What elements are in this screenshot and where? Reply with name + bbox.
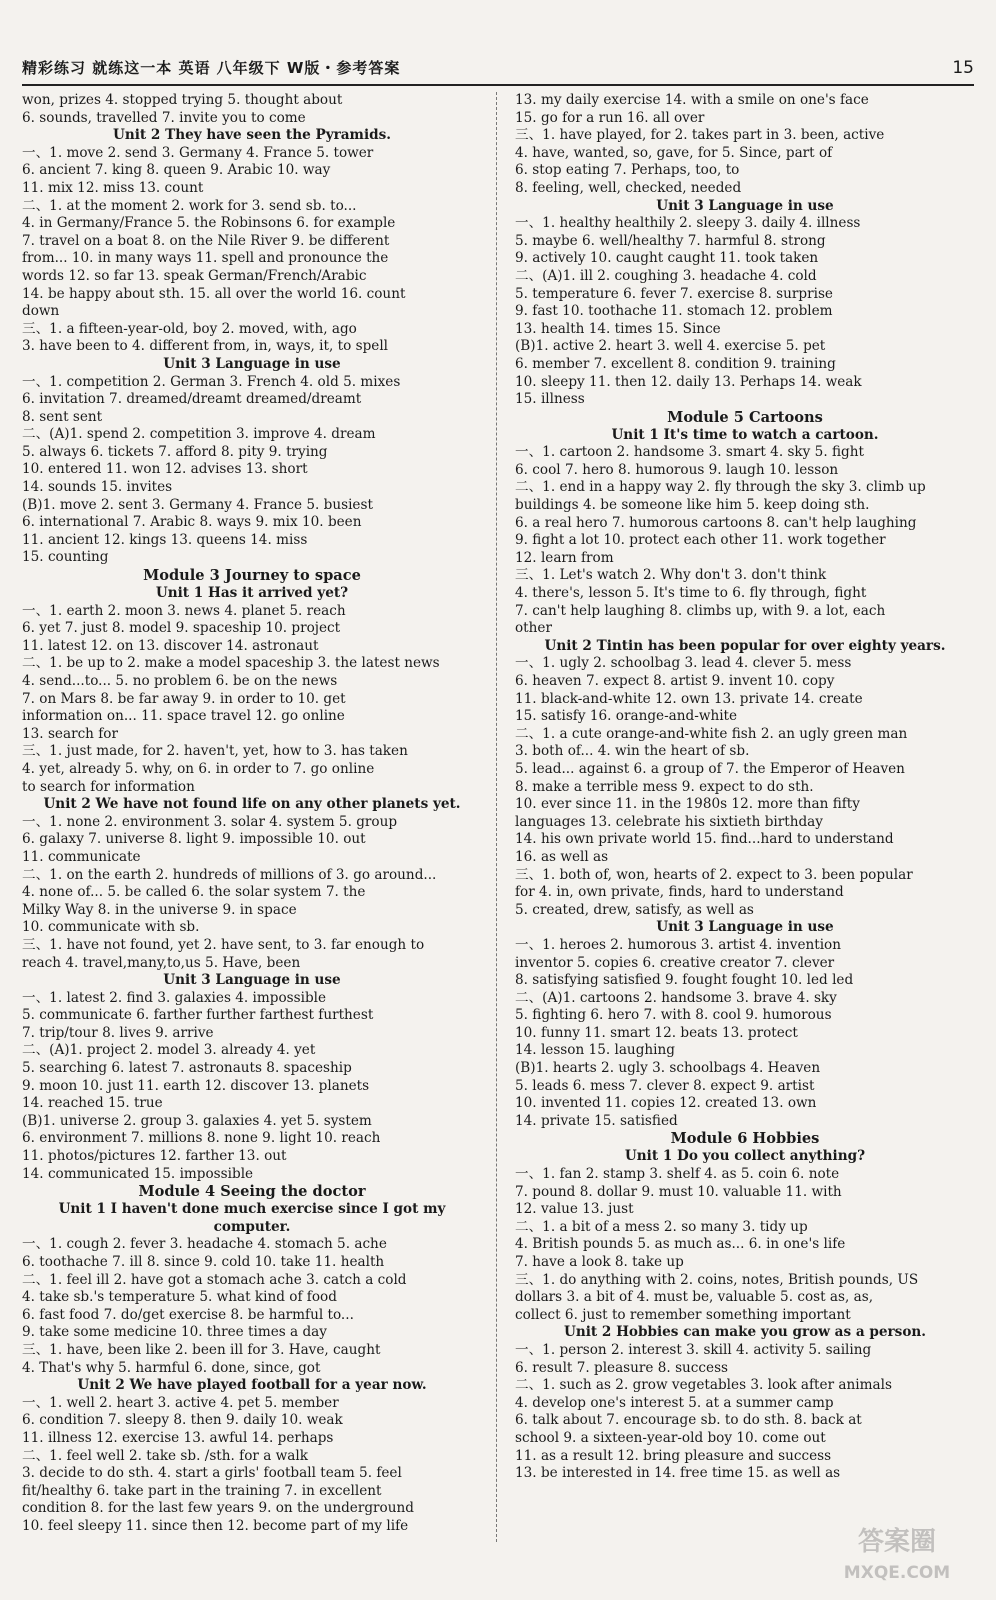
answer-line: 16. as well as [515,848,609,865]
watermark-logo [812,1518,982,1588]
answer-line: 一、1. cartoon 2. handsome 3. smart 4. sky 5. fight [515,444,864,461]
answer-line: 3. have been to 4. different from, in, ways, it, to spell [22,338,389,355]
answer-line: reach 4. travel,many,to,us 5. Have, been [22,954,301,971]
unit-heading: Unit 2 We have played football for a year now. [77,1377,427,1394]
answer-line: 14. private 15. satisfied [515,1112,678,1129]
answer-line: 11. latest 12. on 13. discover 14. astronaut [22,637,319,654]
answer-line: Milky Way 8. in the universe 9. in space [22,901,297,918]
unit-heading: Unit 2 They have seen the Pyramids. [113,127,391,144]
answer-line: 6. a real hero 7. humorous cartoons 8. can't help laughing [515,514,917,531]
answer-line: 15. go for a run 16. all over [515,109,705,126]
answer-line: 12. value 13. just [515,1201,634,1218]
answer-line: 5. temperature 6. fever 7. exercise 8. surprise [515,285,833,302]
answer-line: 4. there's, lesson 5. It's time to 6. fly through, fight [515,585,867,602]
answer-line: 5. lead... against 6. a group of 7. the Emperor of Heaven [515,760,905,777]
answer-line: 9. fight a lot 10. protect each other 11. work together [515,532,886,549]
answer-line: 13. search for [22,725,118,742]
answer-line: 二、1. a bit of a mess 2. so many 3. tidy up [515,1218,808,1235]
answer-line: information on... 11. space travel 12. go online [22,708,345,725]
answer-line: 二、1. a cute orange-and-white fish 2. an ugly green man [515,725,908,742]
answer-line: 6. member 7. excellent 8. condition 9. training [515,355,836,372]
answer-line: 9. take some medicine 10. three times a day [22,1324,327,1341]
answer-line: 11. mix 12. miss 13. count [22,179,204,196]
answer-line: 6. toothache 7. ill 8. since 9. cold 10. take 11. health [22,1254,385,1270]
answer-line: 三、1. just made, for 2. haven't, yet, how to 3. has taken [22,743,408,760]
answer-line: 一、1. cough 2. fever 3. headache 4. stomach 5. ache [22,1236,387,1253]
answer-line: dollars 3. a bit of 4. must be, valuable 5. cost as, as, [515,1289,874,1306]
right-answer-column [515,92,975,1483]
answer-line: 6. cool 7. hero 8. humorous 9. laugh 10. lesson [515,461,839,478]
answer-line: 4. take sb.'s temperature 5. what kind of food [22,1289,337,1306]
column-divider [496,92,497,1542]
answer-line: 5. created, drew, satisfy, as well as [515,901,754,918]
unit-heading: Unit 3 Language in use [163,972,341,989]
module-heading: Module 4 Seeing the doctor [138,1183,366,1201]
answer-line: 10. ever since 11. in the 1980s 12. more than fifty [515,796,860,813]
answer-line: 5. always 6. tickets 7. afford 8. pity 9. trying [22,443,328,460]
answer-line: 三、1. do anything with 2. coins, notes, British pounds, US [515,1271,919,1288]
answer-line: 10. sleepy 11. then 12. daily 13. Perhaps 14. weak [515,373,862,390]
watermark-text: 答案圈 [857,1527,937,1557]
answer-line: 10. invented 11. copies 12. created 13. own [515,1095,817,1112]
answer-line: 5. leads 6. mess 7. clever 8. expect 9. artist [515,1077,815,1094]
answer-line: 二、1. at the moment 2. work for 3. send sb. to... [22,197,357,214]
answer-line: 6. heaven 7. expect 8. artist 9. invent 10. copy [515,673,835,689]
answer-line: 6. result 7. pleasure 8. success [515,1359,729,1376]
unit-heading: Unit 1 Has it arrived yet? [155,585,349,602]
answer-line: 10. feel sleepy 11. since then 12. become part of my life [22,1517,409,1534]
answer-line: 15. counting [22,549,109,566]
answer-line: school 9. a sixteen-year-old boy 10. come out [515,1429,826,1446]
unit-heading: Unit 3 Language in use [656,197,834,214]
page-header [22,48,974,86]
unit-heading: Unit 3 Language in use [656,919,834,936]
answer-line: for 4. in, own private, finds, hard to understand [515,884,844,901]
answer-line: 14. reached 15. true [22,1095,163,1112]
answer-line: (B)1. hearts 2. ugly 3. schoolbags 4. Heaven [515,1060,821,1077]
answer-line: 5. searching 6. latest 7. astronauts 8. spaceship [22,1060,352,1077]
answer-line: 11. communicate [22,848,141,865]
answer-line: 一、1. fan 2. stamp 3. shelf 4. as 5. coin 6. note [515,1166,840,1183]
unit-heading: Unit 1 It's time to watch a cartoon. [611,426,879,443]
answer-line: 11. ancient 12. kings 13. queens 14. miss [22,531,308,548]
answer-line: 5. fighting 6. hero 7. with 8. cool 9. humorous [515,1007,832,1024]
answer-line: 一、1. heroes 2. humorous 3. artist 4. invention [515,936,841,953]
answer-line: 11. as a result 12. bring pleasure and success [515,1447,832,1464]
answer-line: 一、1. move 2. send 3. Germany 4. France 5. tower [22,144,374,161]
answer-line: 3. decide to do sth. 4. start a girls' football team 5. feel [22,1465,402,1482]
unit-heading: Unit 1 Do you collect anything? [624,1148,866,1165]
answer-line: (B)1. active 2. heart 3. well 4. exercise 5. pet [515,338,826,355]
answer-line: buildings 4. be someone like him 5. keep doing sth. [515,497,870,514]
answer-line: 7. pound 8. dollar 9. must 10. valuable 11. with [515,1183,842,1200]
answer-line: 三、1. have, been like 2. been ill for 3. Have, caught [22,1341,381,1358]
answer-line: 12. learn from [515,549,614,566]
answer-line: 6. galaxy 7. universe 8. light 9. impossible 10. out [22,831,366,848]
answer-line: 15. satisfy 16. orange-and-white [515,708,738,725]
answer-line: 二、1. be up to 2. make a model spaceship 3. the latest news [22,655,440,672]
answer-line: 13. health 14. times 15. Since [515,320,721,337]
answer-line: 14. his own private world 15. find...hard to understand [515,831,894,848]
answer-line: 8. sent sent [22,408,103,425]
answer-line: 14. be happy about sth. 15. all over the world 16. count [22,285,406,302]
answer-line: 二、1. end in a happy way 2. fly through the sky 3. climb up [515,479,926,496]
answer-line: 8. make a terrible mess 9. expect to do sth. [515,778,814,795]
answer-line: 4. have, wanted, so, gave, for 5. Since, part of [515,144,833,161]
answer-line: 6. stop eating 7. Perhaps, too, to [515,162,740,179]
answer-line: 6. condition 7. sleepy 8. then 9. daily 10. weak [22,1412,343,1429]
answer-line: 9. actively 10. caught caught 11. took taken [515,250,819,267]
module-heading: Module 5 Cartoons [667,408,823,426]
answer-line: 5. communicate 6. farther further farthest furthest [22,1007,374,1024]
answer-line: 5. maybe 6. well/healthy 7. harmful 8. strong [515,232,826,249]
answer-line: 11. black-and-white 12. own 13. private 14. create [515,690,863,707]
unit-heading: Unit 3 Language in use [163,355,341,372]
unit-heading: Unit 1 I haven't done much exercise since I got my computer. [58,1201,446,1235]
answer-line: 三、1. Let's watch 2. Why don't 3. don't think [515,567,827,584]
answer-line: 二、(A)1. spend 2. competition 3. improve 4. dream [22,426,376,443]
answer-line: 8. feeling, well, checked, needed [515,179,742,196]
answer-line: down [22,303,60,320]
answer-line: 一、1. ugly 2. schoolbag 3. lead 4. clever 5. mess [515,655,852,672]
watermark-url: MXQE.COM [843,1563,951,1583]
module-heading: Module 6 Hobbies [670,1130,820,1148]
answer-line: 6. talk about 7. encourage sb. to do sth. 8. back at [515,1412,862,1429]
answer-line: 7. have a look 8. take up [515,1254,684,1270]
answer-line: 4. That's why 5. harmful 6. done, since, got [22,1359,321,1376]
answer-line: 一、1. latest 2. find 3. galaxies 4. impossible [22,989,327,1006]
module-heading: Module 3 Journey to space [143,567,361,585]
answer-line: words 12. so far 13. speak German/French/Arabic [22,267,367,284]
answer-line: 7. can't help laughing 8. climbs up, with 9. a lot, each [515,602,886,619]
answer-line: 一、1. well 2. heart 3. active 4. pet 5. member [22,1394,339,1411]
answer-line: 15. illness [515,391,585,408]
answer-line: 6. fast food 7. do/get exercise 8. be harmful to... [22,1306,354,1323]
answer-line: condition 8. for the last few years 9. on the underground [22,1500,414,1517]
answer-line: 4. none of... 5. be called 6. the solar system 7. the [22,884,366,901]
answer-line: 4. British pounds 5. as much as... 6. in one's life [515,1236,846,1253]
answer-line: 二、1. feel ill 2. have got a stomach ache 3. catch a cold [22,1271,407,1288]
answer-line: inventor 5. copies 6. creative creator 7. clever [515,954,835,971]
answer-line: 11. photos/pictures 12. farther 13. out [22,1148,287,1165]
answer-line: 8. satisfying satisfied 9. fought fought 10. led led [515,972,854,989]
answer-line: 三、1. a fifteen-year-old, boy 2. moved, with, ago [22,320,357,337]
answer-line: 二、(A)1. project 2. model 3. already 4. yet [22,1042,316,1059]
answer-line: to search for information [22,778,195,795]
header-title: 精彩练习 就练这一本 英语 八年级下 W版・参考答案 [22,59,401,77]
answer-line: 7. trip/tour 8. lives 9. arrive [22,1024,214,1041]
answer-line: 一、1. person 2. interest 3. skill 4. activity 5. sailing [515,1341,872,1358]
left-answer-column [22,92,482,1536]
answer-line: 一、1. competition 2. German 3. French 4. old 5. mixes [22,373,401,390]
answer-line: won, prizes 4. stopped trying 5. thought about [22,92,343,108]
answer-line: 6. sounds, travelled 7. invite you to come [22,109,306,126]
page-number: 15 [952,58,974,78]
answer-line: (B)1. universe 2. group 3. galaxies 4. yet 5. system [22,1112,372,1129]
answer-line: 10. funny 11. smart 12. beats 13. protect [515,1024,798,1041]
answer-line: 6. invitation 7. dreamed/dreamt dreamed/dreamt [22,391,362,408]
answer-line: 7. travel on a boat 8. on the Nile River 9. be different [22,232,390,249]
answer-line: 11. illness 12. exercise 13. awful 14. perhaps [22,1429,334,1446]
answer-line: fit/healthy 6. take part in the training 7. in excellent [22,1482,382,1499]
answer-line: 三、1. have not found, yet 2. have sent, to 3. far enough to [22,936,425,953]
answer-line: 二、1. feel well 2. take sb. /sth. for a walk [22,1447,308,1464]
answer-line: 14. sounds 15. invites [22,479,173,496]
answer-line: 二、1. such as 2. grow vegetables 3. look after animals [515,1377,892,1394]
unit-heading: Unit 2 We have not found life on any other planets yet. [43,796,461,813]
answer-line: 一、1. healthy healthily 2. sleepy 3. daily 4. illness [515,215,861,232]
answer-line: 4. develop one's interest 5. at a summer camp [515,1394,834,1411]
answer-line: 13. be interested in 14. free time 15. as well as [515,1465,841,1482]
answer-line: 6. environment 7. millions 8. none 9. light 10. reach [22,1130,381,1147]
answer-line: 4. in Germany/France 5. the Robinsons 6. for example [22,215,396,232]
answer-line: 9. moon 10. just 11. earth 12. discover 13. planets [22,1077,370,1094]
answer-line: 二、1. on the earth 2. hundreds of millions of 3. go around... [22,866,437,883]
answer-line: 4. yet, already 5. why, on 6. in order to 7. go online [22,760,375,777]
answer-line: 4. send...to... 5. no problem 6. be on the news [22,673,338,689]
answer-line: 一、1. earth 2. moon 3. news 4. planet 5. reach [22,602,346,619]
answer-line: 14. lesson 15. laughing [515,1042,675,1059]
answer-line: collect 6. just to remember something important [515,1306,851,1323]
answer-line: 10. entered 11. won 12. advises 13. short [22,461,308,478]
answer-line: from... 10. in many ways 11. spell and pronounce the [22,250,389,267]
answer-line: other [515,620,552,637]
answer-line: 7. on Mars 8. be far away 9. in order to 10. get [22,690,346,707]
answer-line: 10. communicate with sb. [22,919,200,936]
answer-line: 三、1. have played, for 2. takes part in 3. been, active [515,127,885,144]
unit-heading: Unit 2 Tintin has been popular for over eighty years. [544,637,946,654]
answer-line: 6. yet 7. just 8. model 9. spaceship 10. project [22,620,341,637]
answer-line: 二、(A)1. ill 2. coughing 3. headache 4. cold [515,267,817,284]
answer-line: 13. my daily exercise 14. with a smile on one's face [515,92,869,108]
answer-line: 14. communicated 15. impossible [22,1165,254,1182]
answer-line: 三、1. both of, won, hearts of 2. expect to 3. been popular [515,866,913,883]
answer-line: (B)1. move 2. sent 3. Germany 4. France 5. busiest [22,496,373,513]
answer-line: 3. both of... 4. win the heart of sb. [515,743,750,760]
answer-line: 一、1. none 2. environment 3. solar 4. system 5. group [22,813,398,830]
answer-line: 二、(A)1. cartoons 2. handsome 3. brave 4. sky [515,989,837,1006]
answer-line: 6. ancient 7. king 8. queen 9. Arabic 10. way [22,162,331,179]
answer-line: languages 13. celebrate his sixtieth birthday [515,813,823,830]
answer-line: 9. fast 10. toothache 11. stomach 12. problem [515,303,833,320]
unit-heading: Unit 2 Hobbies can make you grow as a person. [563,1324,927,1341]
answer-line: 6. international 7. Arabic 8. ways 9. mix 10. been [22,514,362,531]
